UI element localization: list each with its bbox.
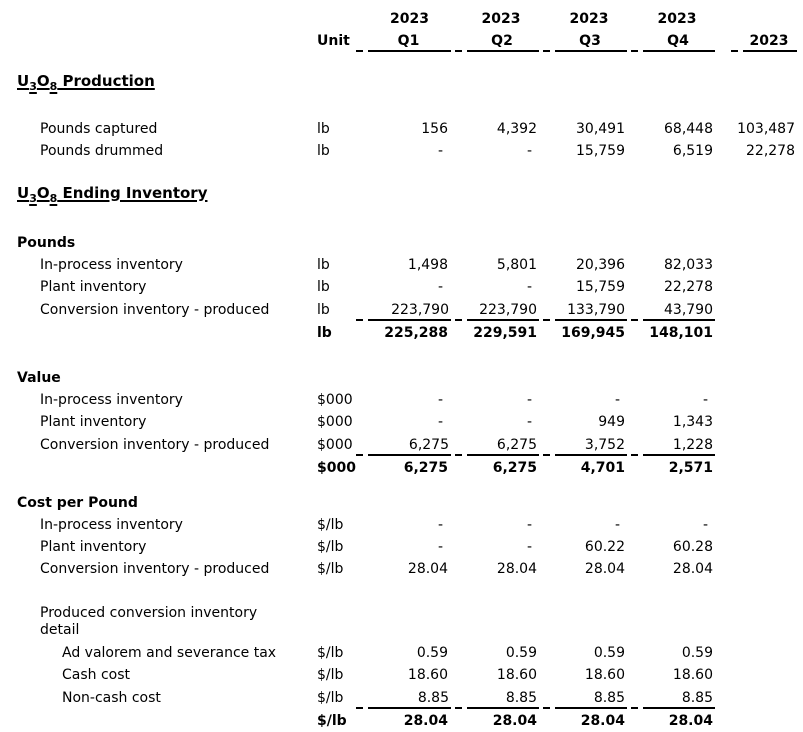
row-value-plant	[0, 411, 795, 433]
value-cell: -	[526, 517, 532, 533]
value-cell: -	[526, 392, 532, 408]
row-label: In-process inventory	[40, 392, 183, 408]
value-cell	[368, 298, 448, 322]
value-cell: 18.60	[496, 667, 537, 683]
value-cell: 60.22	[584, 539, 625, 555]
row-value-in-process	[0, 389, 795, 411]
col-header-unit: Unit	[317, 33, 350, 49]
unit-cell: $/lb	[317, 713, 347, 729]
unit-cell: lb	[317, 279, 330, 295]
col-header-q1-year: 2023	[390, 11, 429, 27]
row-label: Conversion inventory - produced	[40, 302, 270, 318]
value-underlined: 8.85	[555, 690, 627, 709]
unit-cell: $/lb	[317, 667, 344, 683]
col-header-q2: Q2	[448, 30, 537, 52]
unit-cell: $/lb	[317, 539, 344, 555]
value-cell: 0.59	[593, 645, 625, 661]
row-pounds-conversion	[0, 298, 795, 322]
value-underlined: 6,275	[467, 437, 539, 456]
col-header-year-total: 2023	[713, 30, 795, 52]
value-cell: -	[526, 279, 532, 295]
unit-cell: $000	[317, 460, 356, 476]
value-cell: 4,392	[496, 121, 537, 137]
value-cell: 1,343	[672, 414, 713, 430]
value-cell	[625, 433, 713, 457]
header-row-years	[0, 8, 795, 30]
row-label: Pounds drummed	[40, 143, 164, 159]
row-non-cash-cost	[0, 686, 795, 710]
row-pounds-drummed	[0, 140, 795, 162]
value-cell: 60.28	[672, 539, 713, 555]
subsection-title-value: Value	[17, 370, 61, 386]
total-value-cell: 2,571	[668, 460, 713, 476]
detail-title-line2: detail	[40, 622, 80, 638]
value-cell: 28.04	[407, 561, 448, 577]
total-value-cell: 169,945	[561, 325, 625, 341]
value-cell: 18.60	[672, 667, 713, 683]
unit-cell: lb	[317, 143, 330, 159]
detail-title-line1: Produced conversion inventory	[40, 605, 258, 621]
unit-cell: $000	[317, 414, 353, 430]
value-underlined: 133,790	[555, 302, 627, 321]
unit-cell: lb	[317, 325, 332, 341]
total-value-cell: 229,591	[473, 325, 537, 341]
row-label: In-process inventory	[40, 257, 183, 273]
u3o8-report-table	[0, 8, 795, 732]
value-cell: -	[437, 517, 443, 533]
unit-cell: $000	[317, 392, 353, 408]
row-pounds-in-process	[0, 254, 795, 276]
value-cell: 156	[421, 121, 448, 137]
value-cell: 18.60	[407, 667, 448, 683]
unit-cell: lb	[317, 302, 330, 318]
value-cell: 18.60	[584, 667, 625, 683]
col-header-q4-year: 2023	[657, 11, 697, 27]
col-header-q3-year: 2023	[569, 11, 609, 27]
total-value-cell: 4,701	[580, 460, 625, 476]
section-title-row	[0, 182, 795, 210]
total-value-cell: 28.04	[668, 713, 713, 729]
value-cell: 28.04	[496, 561, 537, 577]
value-cell: 103,487	[737, 121, 795, 137]
value-cell: -	[526, 143, 532, 159]
value-cell	[448, 298, 537, 322]
row-cost-in-process	[0, 514, 795, 536]
row-detail-total	[0, 710, 795, 732]
row-ad-valorem	[0, 642, 795, 664]
value-underlined: 8.85	[368, 690, 451, 709]
unit-cell: $/lb	[317, 517, 344, 533]
value-underlined: 223,790	[368, 302, 451, 321]
header-row-quarters	[0, 30, 795, 52]
total-value-cell: 28.04	[492, 713, 537, 729]
value-cell: -	[526, 414, 532, 430]
value-cell: 15,759	[576, 143, 625, 159]
detail-title-row	[0, 602, 795, 642]
value-cell: 0.59	[416, 645, 448, 661]
row-label: Ad valorem and severance tax	[62, 645, 277, 661]
value-underlined: 8.85	[643, 690, 715, 709]
value-cell: 5,801	[496, 257, 537, 273]
value-underlined: 6,275	[368, 437, 451, 456]
value-underlined: 1,228	[643, 437, 715, 456]
value-underlined: 3,752	[555, 437, 627, 456]
value-cell: 22,278	[664, 279, 713, 295]
unit-cell: $/lb	[317, 561, 344, 577]
value-cell: -	[614, 392, 620, 408]
col-header-q2-year: 2023	[481, 11, 521, 27]
value-cell: 6,519	[672, 143, 713, 159]
row-pounds-captured	[0, 118, 795, 140]
value-cell	[368, 686, 448, 710]
section-title-u3o8-ending-inventory: $U_3O_8$ Ending Inventory	[17, 184, 208, 205]
col-header-q4: Q4	[625, 30, 713, 52]
row-pounds-total	[0, 322, 795, 344]
value-cell: 68,448	[664, 121, 713, 137]
value-underlined: 8.85	[467, 690, 539, 709]
col-header-q3: Q3	[537, 30, 625, 52]
value-cell: 949	[598, 414, 625, 430]
row-label: Plant inventory	[40, 414, 147, 430]
total-value-cell: 225,288	[384, 325, 448, 341]
value-underlined: 43,790	[643, 302, 715, 321]
value-cell: 15,759	[576, 279, 625, 295]
row-value-conversion	[0, 433, 795, 457]
section-title-u3o8-production: $U_3O_8$ Production	[17, 72, 155, 93]
row-label: Conversion inventory - produced	[40, 437, 270, 453]
unit-cell: lb	[317, 257, 330, 273]
value-cell: 22,278	[746, 143, 795, 159]
value-cell	[537, 686, 625, 710]
unit-cell: lb	[317, 121, 330, 137]
subsection-title-row	[0, 232, 795, 254]
unit-cell: $000	[317, 437, 353, 453]
value-cell: 1,498	[407, 257, 448, 273]
value-cell: -	[437, 392, 443, 408]
unit-cell: $/lb	[317, 690, 344, 706]
value-cell: -	[614, 517, 620, 533]
unit-cell: $/lb	[317, 645, 344, 661]
row-cost-conversion	[0, 558, 795, 580]
row-cost-plant	[0, 536, 795, 558]
row-label: Non-cash cost	[62, 690, 161, 706]
row-pounds-plant	[0, 276, 795, 298]
row-label: Conversion inventory - produced	[40, 561, 270, 577]
row-value-total	[0, 457, 795, 479]
value-cell: 82,033	[664, 257, 713, 273]
value-cell: -	[702, 392, 708, 408]
detail-title	[0, 602, 795, 642]
row-label: Pounds captured	[40, 121, 158, 137]
row-label: Plant inventory	[40, 279, 147, 295]
value-underlined: 223,790	[467, 302, 539, 321]
value-cell: 30,491	[576, 121, 625, 137]
total-value-cell: 148,101	[649, 325, 713, 341]
value-cell: -	[526, 539, 532, 555]
row-label: Plant inventory	[40, 539, 147, 555]
value-cell	[625, 298, 713, 322]
total-value-cell: 28.04	[580, 713, 625, 729]
col-header-q1: Q1	[368, 30, 448, 52]
value-cell	[625, 686, 713, 710]
subsection-title-row	[0, 367, 795, 389]
subsection-title-row	[0, 492, 795, 514]
value-cell: -	[437, 279, 443, 295]
row-cash-cost	[0, 664, 795, 686]
value-cell: 0.59	[505, 645, 537, 661]
total-value-cell: 6,275	[492, 460, 537, 476]
value-cell: 28.04	[584, 561, 625, 577]
value-cell	[537, 433, 625, 457]
subsection-title-cost-per-pound: Cost per Pound	[17, 495, 138, 511]
total-value-cell: 6,275	[403, 460, 448, 476]
value-cell: -	[702, 517, 708, 533]
row-label: Cash cost	[62, 667, 131, 683]
value-cell	[537, 298, 625, 322]
section-title-row	[0, 70, 795, 98]
value-cell: 28.04	[672, 561, 713, 577]
total-value-cell: 28.04	[403, 713, 448, 729]
value-cell: -	[437, 414, 443, 430]
value-cell: -	[437, 143, 443, 159]
value-cell	[368, 433, 448, 457]
value-cell: 20,396	[576, 257, 625, 273]
value-cell	[448, 686, 537, 710]
value-cell: -	[437, 539, 443, 555]
value-cell	[448, 433, 537, 457]
row-label: In-process inventory	[40, 517, 183, 533]
value-cell: 0.59	[681, 645, 713, 661]
subsection-title-pounds: Pounds	[17, 235, 76, 251]
